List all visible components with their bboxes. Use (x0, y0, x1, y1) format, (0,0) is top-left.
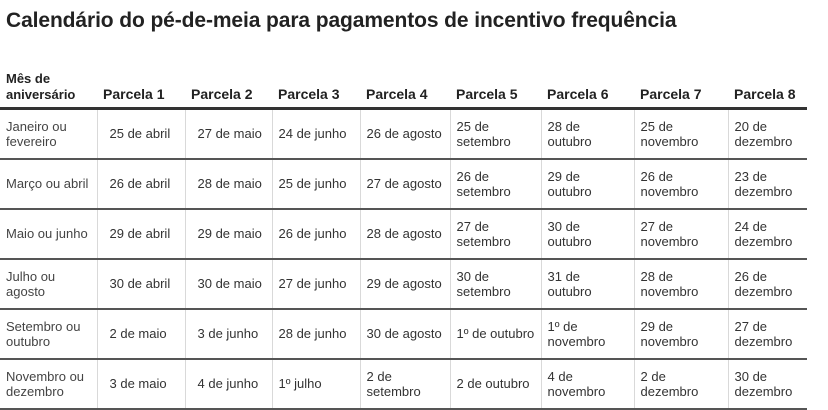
table-row (0, 309, 807, 359)
birth-month-cell: Julho ou agosto (0, 259, 97, 309)
date-cell: 26 de setembro (450, 159, 541, 209)
header-row (0, 58, 807, 109)
table-row (0, 209, 807, 259)
column-header-parcela-2: Parcela 2 (185, 58, 272, 109)
birth-month-cell: Janeiro ou fevereiro (0, 109, 97, 160)
date-cell: 28 de agosto (360, 209, 450, 259)
date-cell: 1º julho (272, 359, 360, 409)
column-header-parcela-5: Parcela 5 (450, 58, 541, 109)
date-cell: 28 de novembro (634, 259, 728, 309)
payment-calendar-table (0, 58, 807, 410)
date-cell: 26 de novembro (634, 159, 728, 209)
date-cell: 25 de junho (272, 159, 360, 209)
birth-month-cell: Setembro ou outubro (0, 309, 97, 359)
date-cell: 26 de agosto (360, 109, 450, 160)
date-cell: 4 de novembro (541, 359, 634, 409)
date-cell: 25 de abril (97, 109, 185, 160)
date-cell: 29 de agosto (360, 259, 450, 309)
page-title: Calendário do pé-de-meia para pagamentos de incentivo frequência (6, 9, 677, 32)
column-header-parcela-6: Parcela 6 (541, 58, 634, 109)
date-cell: 24 de junho (272, 109, 360, 160)
date-cell: 3 de maio (97, 359, 185, 409)
date-cell: 2 de maio (97, 309, 185, 359)
date-cell: 27 de novembro (634, 209, 728, 259)
column-header-parcela-8: Parcela 8 (728, 58, 807, 109)
date-cell: 28 de outubro (541, 109, 634, 160)
date-cell: 27 de maio (185, 109, 272, 160)
date-cell: 30 de dezembro (728, 359, 807, 409)
table-row (0, 109, 807, 160)
birth-month-cell: Maio ou junho (0, 209, 97, 259)
date-cell: 30 de abril (97, 259, 185, 309)
date-cell: 29 de outubro (541, 159, 634, 209)
birth-month-cell: Novembro ou dezembro (0, 359, 97, 409)
date-cell: 26 de dezembro (728, 259, 807, 309)
date-cell: 30 de setembro (450, 259, 541, 309)
date-cell: 26 de abril (97, 159, 185, 209)
date-cell: 27 de junho (272, 259, 360, 309)
date-cell: 1º de novembro (541, 309, 634, 359)
column-header-parcela-7: Parcela 7 (634, 58, 728, 109)
date-cell: 2 de outubro (450, 359, 541, 409)
date-cell: 27 de dezembro (728, 309, 807, 359)
date-cell: 25 de novembro (634, 109, 728, 160)
date-cell: 28 de maio (185, 159, 272, 209)
date-cell: 30 de outubro (541, 209, 634, 259)
date-cell: 24 de dezembro (728, 209, 807, 259)
date-cell: 31 de outubro (541, 259, 634, 309)
date-cell: 4 de junho (185, 359, 272, 409)
column-header-parcela-3: Parcela 3 (272, 58, 360, 109)
date-cell: 27 de setembro (450, 209, 541, 259)
date-cell: 28 de junho (272, 309, 360, 359)
date-cell: 27 de agosto (360, 159, 450, 209)
date-cell: 23 de dezembro (728, 159, 807, 209)
column-header-parcela-4: Parcela 4 (360, 58, 450, 109)
date-cell: 2 de setembro (360, 359, 450, 409)
table-row (0, 159, 807, 209)
column-header-parcela-1: Parcela 1 (97, 58, 185, 109)
date-cell: 29 de maio (185, 209, 272, 259)
date-cell: 3 de junho (185, 309, 272, 359)
date-cell: 26 de junho (272, 209, 360, 259)
date-cell: 30 de agosto (360, 309, 450, 359)
date-cell: 25 de setembro (450, 109, 541, 160)
date-cell: 1º de outubro (450, 309, 541, 359)
date-cell: 2 de dezembro (634, 359, 728, 409)
date-cell: 30 de maio (185, 259, 272, 309)
birth-month-cell: Março ou abril (0, 159, 97, 209)
column-header-birth-month: Mês de aniversário (0, 58, 97, 109)
date-cell: 29 de novembro (634, 309, 728, 359)
date-cell: 20 de dezembro (728, 109, 807, 160)
table-row (0, 259, 807, 309)
date-cell: 29 de abril (97, 209, 185, 259)
table-row (0, 359, 807, 409)
